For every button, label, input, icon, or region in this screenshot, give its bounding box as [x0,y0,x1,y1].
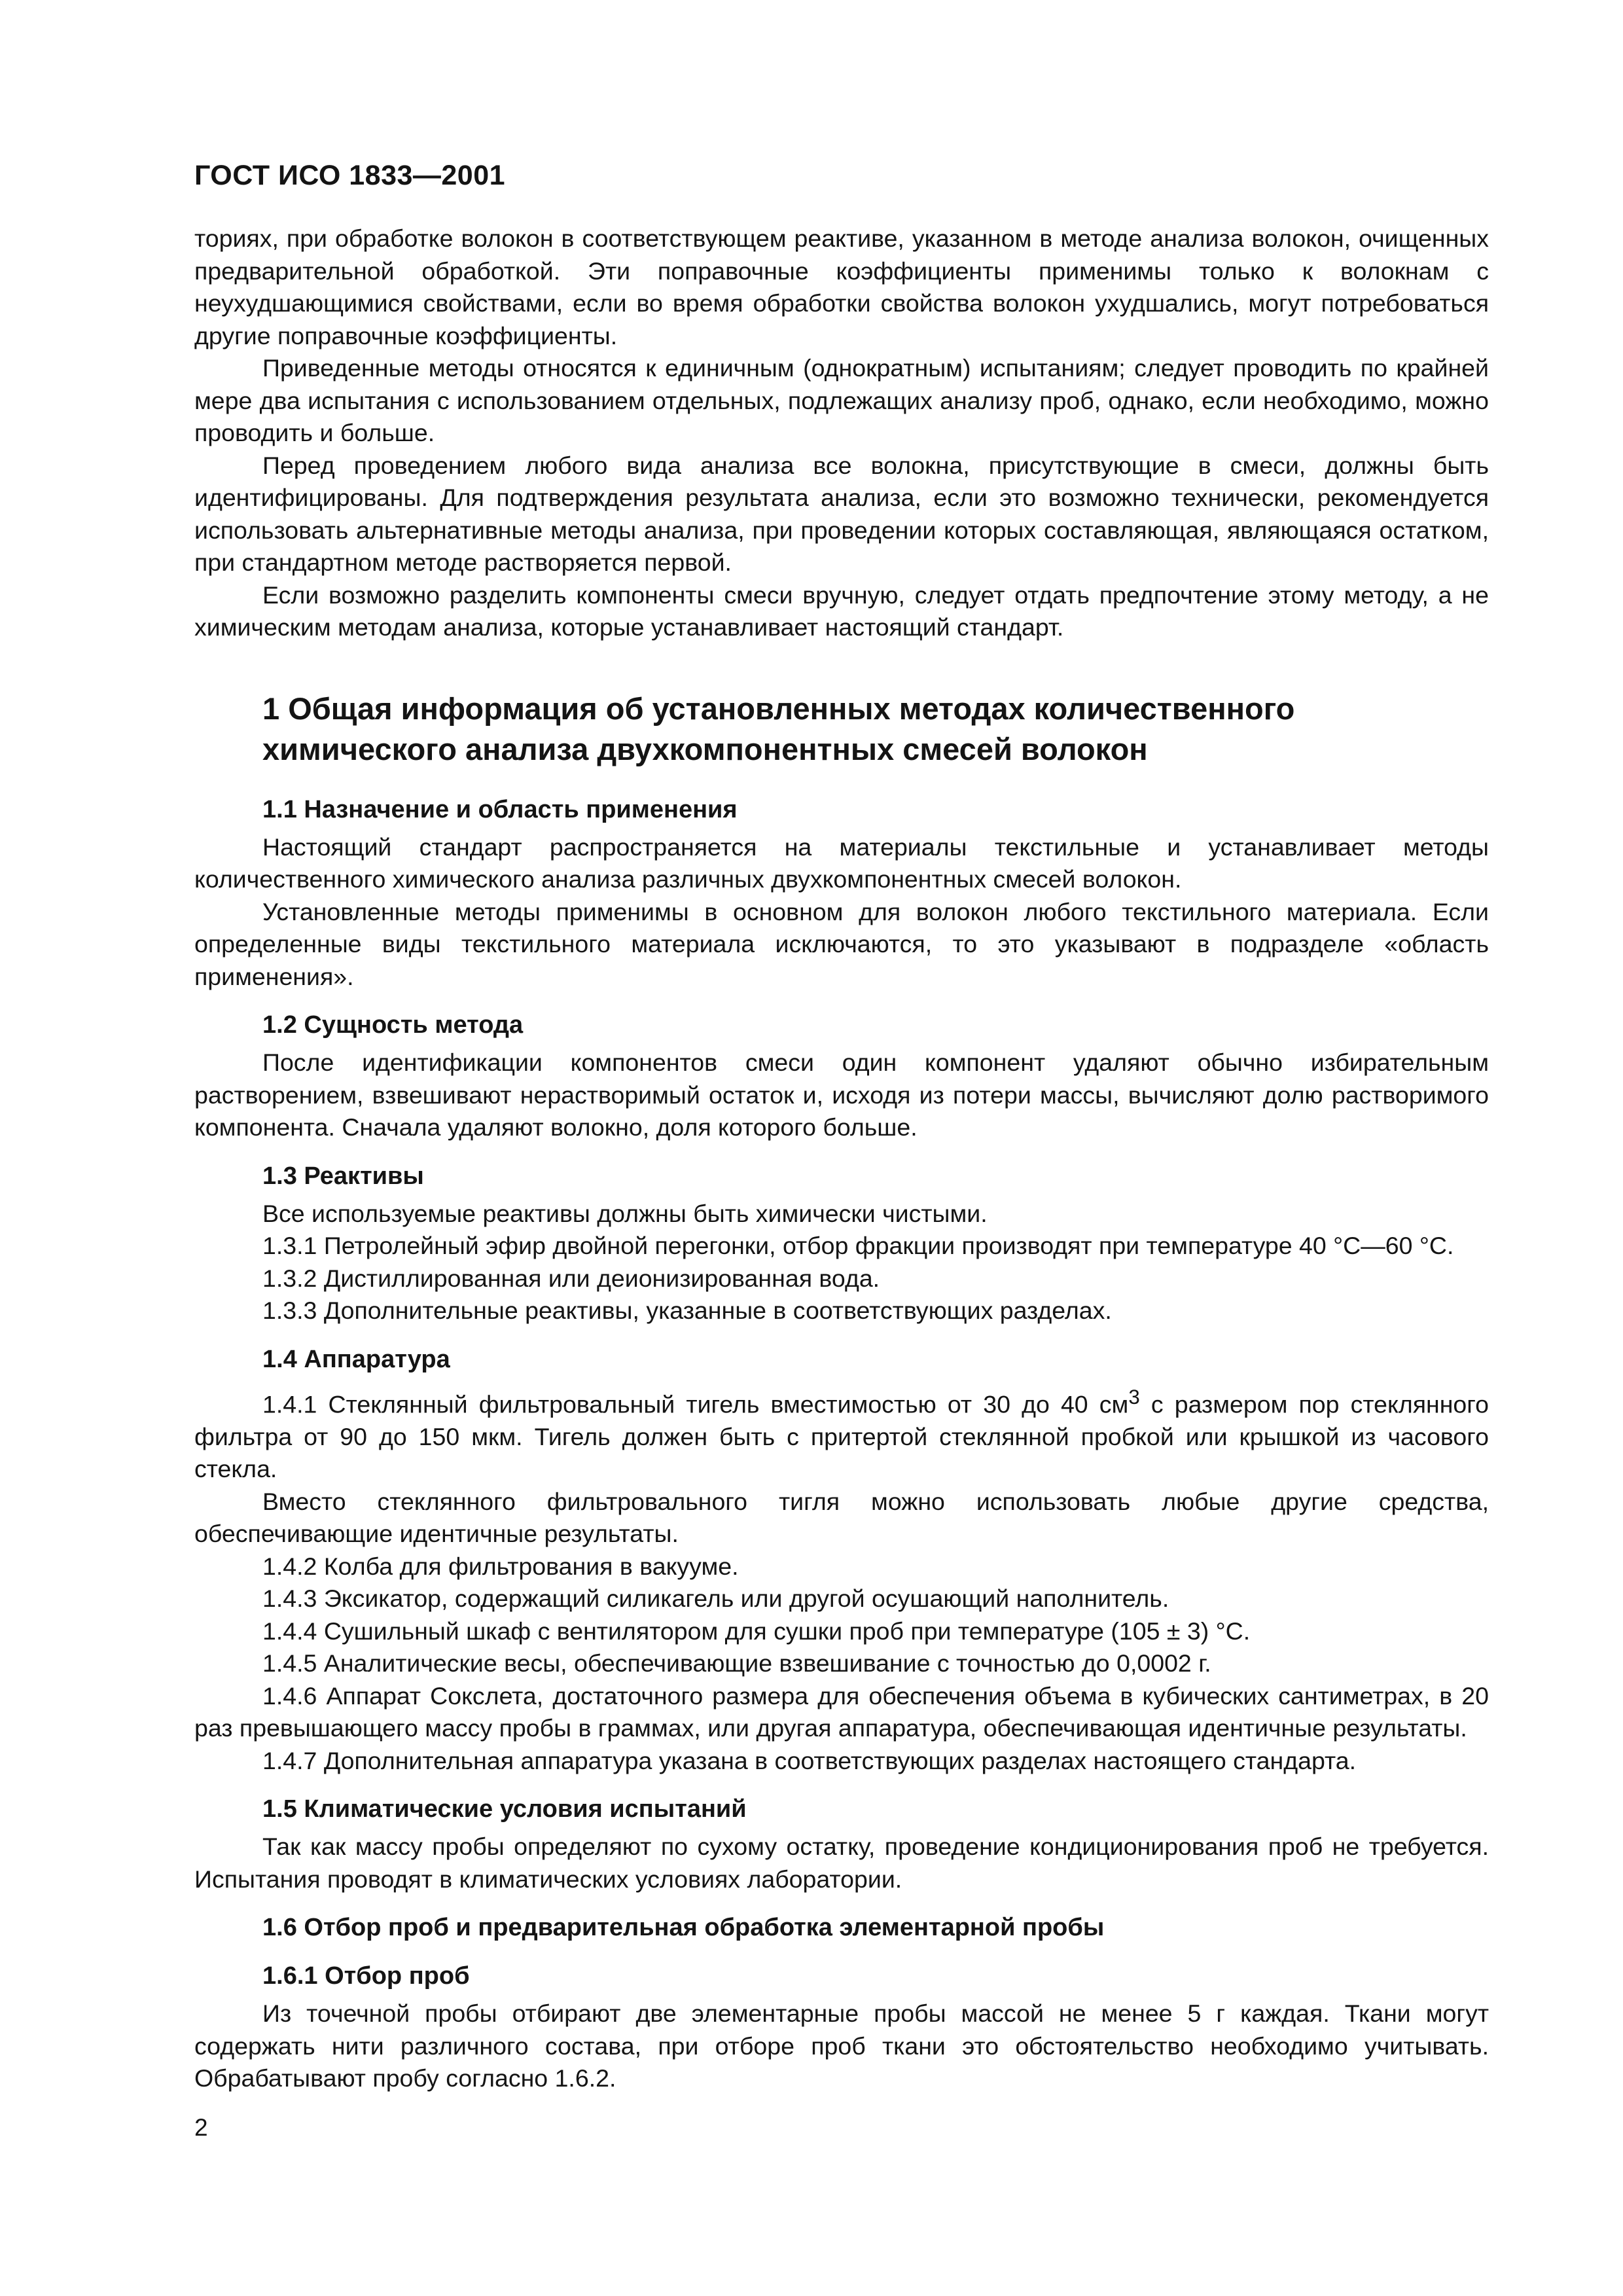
intro-paragraph-4: Если возможно разделить компоненты смеси вручную, следует отдать предпочтение этому методу, а не химическим методам анализа, которые устанавливает настоящий стандарт. [194,581,1489,641]
clause-1-4-4: 1.4.4 Сушильный шкаф с вентилятором для сушки проб при температуре (105 ± 3) °С. [262,1617,1251,1645]
subsection-1-3-heading: 1.3 Реактивы [262,1162,424,1190]
clause-1-4-2: 1.4.2 Колба для фильтрования в вакууме. [262,1552,739,1580]
section-1-title: 1 Общая информация об установленных методах количественного химического анализа двухкомпонентных смесей волокон [262,691,1295,766]
subsection-1-6-1-heading: 1.6.1 Отбор проб [262,1962,470,1990]
subsection-1-5-heading: 1.5 Климатические условия испытаний [262,1795,747,1823]
intro-paragraph-2: Приведенные методы относятся к единичным (однократным) испытаниям; следует проводить по крайней мере два испытания с использованием отдельных, подлежащих анализу проб, однако, если необходимо, можно проводить и больше. [194,354,1489,446]
subsection-1-4-paragraph-2: Вместо стеклянного фильтровального тигля можно использовать любые другие средства, обеспечивающие идентичные результаты. [194,1487,1489,1547]
subsection-1-2-paragraph-1: После идентификации компонентов смеси один компонент удаляют обычно избирательным растворением, взвешивают нерастворимый остаток и, исходя из потери массы, вычисляют долю растворимого компонента. Сначала удаляют волокно, доля которого больше. [194,1049,1489,1141]
clause-1-4-1-text-b: с размером пор стеклянного фильтра от 90 до 150 мкм. Тигель должен быть с притертой стеклянной пробкой или крышкой из часового стекла. [194,1390,1489,1482]
page-number: 2 [194,2114,208,2141]
clause-1-4-1-text-a: 1.4.1 Стеклянный фильтровальный тигель вместимостью от 30 до 40 см [262,1390,1129,1418]
clause-1-3-1: 1.3.1 Петролейный эфир двойной перегонки, отбор фракции производят при температуре 40 °С—60 °С. [262,1232,1454,1259]
subsection-1-1-paragraph-2: Установленные методы применимы в основном для волокон любого текстильного материала. Если определенные виды текстильного материала исключаются, то это указывают в подразделе «область применения». [194,897,1489,990]
clause-1-4-1 [194,1381,1489,1486]
intro-paragraph-3: Перед проведением любого вида анализа все волокна, присутствующие в смеси, должны быть идентифицированы. Для подтверждения результата анализа, если это возможно технически, рекомендуется использовать альтернативные методы анализа, при проведении которых составляющая, являющаяся остатком, при стандартном методе растворяется первой. [194,451,1489,576]
subsection-1-5-paragraph-1: Так как массу пробы определяют по сухому остатку, проведение кондиционирования проб не требуется. Испытания проводят в климатических условиях лаборатории. [194,1833,1489,1893]
clause-1-3-2: 1.3.2 Дистиллированная или деионизированная вода. [262,1264,880,1292]
clause-1-4-5: 1.4.5 Аналитические весы, обеспечивающие взвешивание с точностью до 0,0002 г. [262,1649,1211,1677]
subsection-1-1-heading: 1.1 Назначение и область применения [262,795,738,823]
clause-1-4-1-superscript: 3 [1128,1385,1140,1408]
subsection-1-2-heading: 1.2 Сущность метода [262,1011,524,1039]
intro-paragraph-1: ториях, при обработке волокон в соответствующем реактиве, указанном в методе анализа волокон, очищенных предварительной обработкой. Эти поправочные коэффициенты применимы только к волокнам с неухудшающимися свойствами, если во время обработки свойства волокон ухудшались, могут потребоваться другие поправочные коэффициенты. [194,224,1489,350]
subsection-1-3-paragraph-1: Все используемые реактивы должны быть химически чистыми. [262,1199,988,1227]
document-body [194,223,1489,2095]
subsection-1-6-1-paragraph-1: Из точечной пробы отбирают две элементарные пробы массой не менее 5 г каждая. Ткани могут содержать нити различного состава, при отборе проб ткани это обстоятельство необходимо учитывать. Обрабатывают пробу согласно 1.6.2. [194,2000,1489,2092]
clause-1-4-6: 1.4.6 Аппарат Сокслета, достаточного размера для обеспечения объема в кубических сантиметрах, в 20 раз превышающего массу пробы в граммах, или другая аппаратура, обеспечивающая идентичные результаты. [194,1681,1489,1742]
document-header: ГОСТ ИСО 1833—2001 [194,160,506,191]
clause-1-4-7: 1.4.7 Дополнительная аппаратура указана в соответствующих разделах настоящего стандарта. [262,1746,1357,1774]
subsection-1-1-paragraph-1: Настоящий стандарт распространяется на материалы текстильные и устанавливает методы количественного химического анализа различных двухкомпонентных смесей волокон. [194,833,1489,893]
subsection-1-6-heading: 1.6 Отбор проб и предварительная обработка элементарной пробы [262,1914,1105,1941]
subsection-1-4-heading: 1.4 Аппаратура [262,1345,450,1373]
clause-1-3-3: 1.3.3 Дополнительные реактивы, указанные в соответствующих разделах. [262,1297,1112,1324]
clause-1-4-3: 1.4.3 Эксикатор, содержащий силикагель или другой осушающий наполнитель. [262,1585,1169,1612]
